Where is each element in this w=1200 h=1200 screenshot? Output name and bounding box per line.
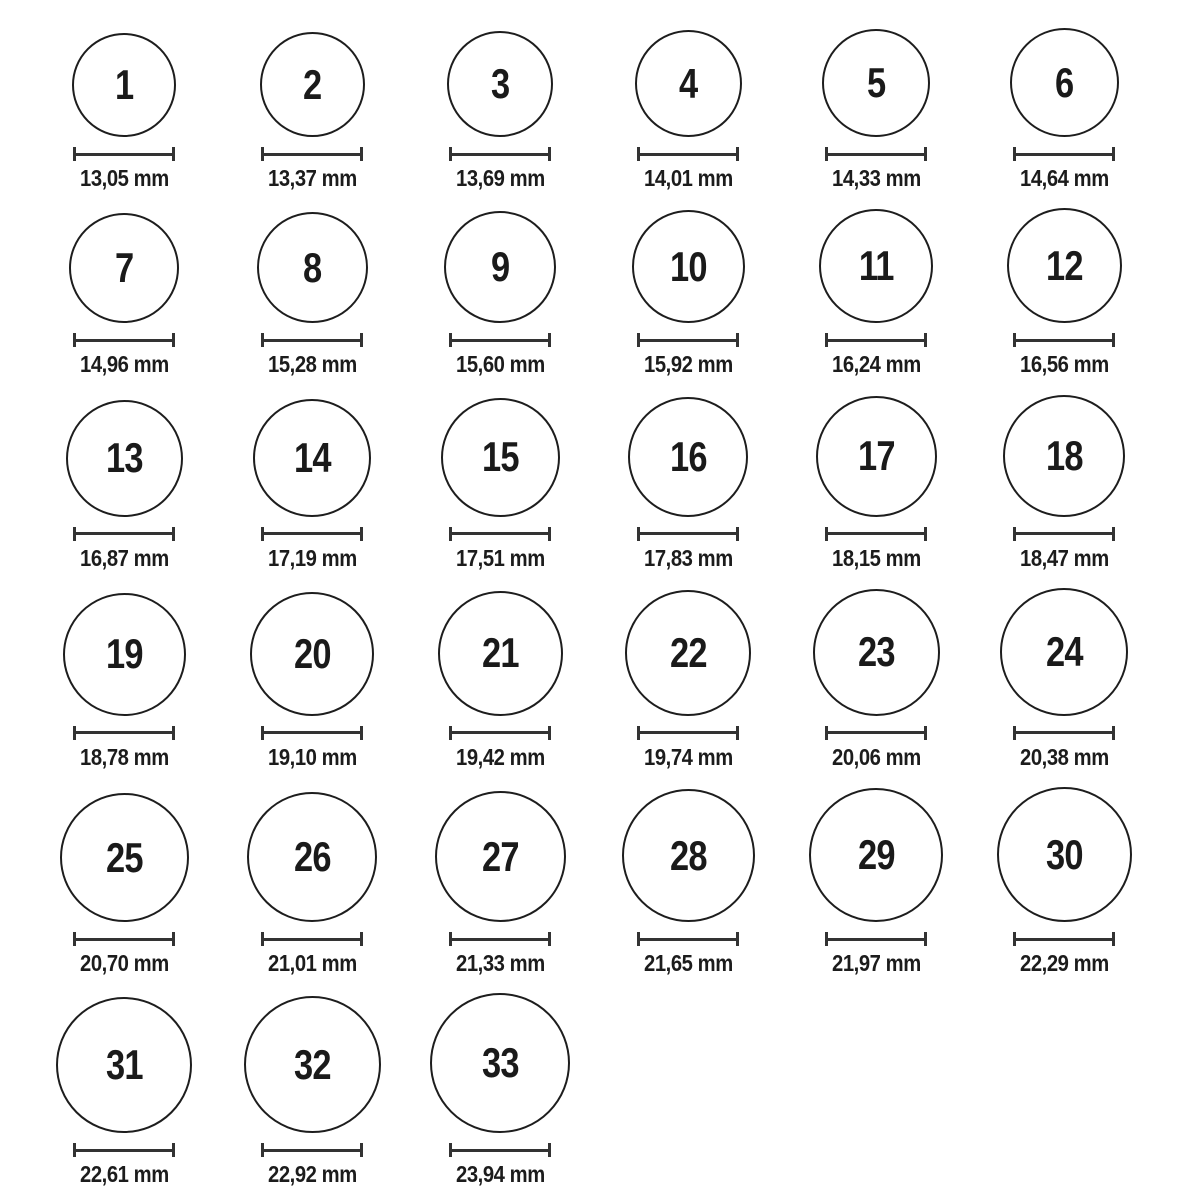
ring-size-cell	[1000, 588, 1128, 770]
diameter-measure-bar	[825, 333, 927, 347]
diameter-measure-bar	[449, 333, 551, 347]
diameter-label: 14,96 mm	[79, 351, 169, 378]
measure-tick-right	[924, 932, 927, 946]
diameter-label: 21,01 mm	[267, 950, 357, 977]
ring-circle	[69, 213, 179, 323]
ring-circle	[247, 792, 377, 922]
ring-size-number: 9	[490, 243, 510, 291]
ring-circle	[813, 589, 940, 716]
measure-line	[264, 153, 360, 156]
measure-tick-right	[360, 1143, 363, 1157]
ring-circle	[260, 32, 365, 137]
measure-line	[452, 153, 548, 156]
ring-circle	[63, 593, 186, 716]
diameter-measure-bar	[449, 726, 551, 740]
diameter-label: 19,10 mm	[267, 743, 357, 770]
ring-circle	[60, 793, 189, 922]
measure-tick-right	[548, 147, 551, 161]
diameter-measure-bar	[637, 932, 739, 946]
diameter-measure-bar	[73, 333, 175, 347]
diameter-measure-bar	[637, 726, 739, 740]
ring-size-cell	[441, 398, 560, 571]
ring-size-cell	[997, 787, 1132, 976]
ring-size-number: 15	[481, 433, 519, 481]
measure-line	[76, 938, 172, 941]
diameter-label: 15,92 mm	[643, 351, 733, 378]
diameter-measure-bar	[825, 932, 927, 946]
ring-size-cell	[63, 593, 186, 770]
measure-line	[640, 153, 736, 156]
diameter-label: 13,69 mm	[455, 165, 545, 191]
diameter-label: 15,60 mm	[455, 351, 545, 378]
diameter-measure-bar	[1013, 932, 1115, 946]
measure-tick-right	[172, 1143, 175, 1157]
measure-line	[1016, 153, 1112, 156]
ring-circle	[809, 788, 943, 922]
diameter-label: 22,29 mm	[1019, 950, 1109, 977]
diameter-label: 20,70 mm	[79, 950, 169, 977]
ring-size-number: 31	[105, 1041, 143, 1089]
ring-circle	[625, 590, 751, 716]
ring-circle	[635, 30, 742, 137]
diameter-measure-bar	[73, 726, 175, 740]
ring-size-number: 29	[857, 831, 895, 879]
ring-circle	[72, 33, 176, 137]
ring-size-number: 32	[293, 1040, 331, 1088]
diameter-label: 21,33 mm	[455, 950, 545, 977]
ring-size-number: 2	[302, 60, 322, 108]
measure-tick-right	[736, 726, 739, 740]
measure-line	[828, 532, 924, 535]
ring-size-cell	[1010, 28, 1119, 191]
measure-line	[264, 731, 360, 734]
ring-size-cell	[809, 788, 943, 976]
ring-size-number: 7	[114, 244, 134, 292]
ring-size-cell	[625, 590, 751, 770]
measure-line	[452, 339, 548, 342]
ring-size-number: 12	[1045, 241, 1083, 289]
diameter-label: 21,97 mm	[831, 950, 921, 977]
ring-size-number: 3	[490, 60, 510, 107]
diameter-label: 23,94 mm	[455, 1161, 545, 1188]
diameter-label: 13,05 mm	[79, 165, 169, 191]
measure-line	[1016, 532, 1112, 535]
measure-tick-right	[360, 932, 363, 946]
measure-line	[640, 938, 736, 941]
diameter-measure-bar	[1013, 333, 1115, 347]
diameter-measure-bar	[73, 147, 175, 161]
ring-circle	[257, 212, 368, 323]
diameter-measure-bar	[637, 527, 739, 541]
measure-line	[1016, 339, 1112, 342]
measure-tick-right	[924, 726, 927, 740]
diameter-label: 19,42 mm	[455, 743, 545, 770]
diameter-measure-bar	[261, 1143, 363, 1157]
ring-size-number: 23	[857, 628, 895, 676]
measure-tick-right	[1112, 527, 1115, 541]
ring-circle	[435, 791, 566, 922]
measure-line	[828, 938, 924, 941]
measure-line	[640, 339, 736, 342]
measure-tick-right	[172, 932, 175, 946]
diameter-measure-bar	[449, 527, 551, 541]
ring-circle	[253, 399, 371, 517]
ring-size-cell	[72, 33, 176, 191]
measure-line	[452, 938, 548, 941]
measure-line	[264, 1149, 360, 1152]
diameter-measure-bar	[261, 932, 363, 946]
ring-size-number: 25	[105, 833, 143, 881]
ring-circle	[816, 396, 937, 517]
ring-circle	[250, 592, 374, 716]
measure-tick-right	[360, 527, 363, 541]
ring-circle	[622, 789, 755, 922]
measure-tick-right	[736, 932, 739, 946]
measure-tick-right	[1112, 932, 1115, 946]
measure-line	[76, 731, 172, 734]
measure-line	[76, 1149, 172, 1152]
measure-tick-right	[172, 333, 175, 347]
ring-circle	[1007, 208, 1122, 323]
ring-size-number: 21	[481, 629, 519, 677]
diameter-measure-bar	[449, 147, 551, 161]
diameter-label: 18,47 mm	[1019, 544, 1109, 571]
diameter-measure-bar	[449, 932, 551, 946]
diameter-measure-bar	[1013, 147, 1115, 161]
measure-tick-right	[736, 333, 739, 347]
diameter-label: 20,38 mm	[1019, 743, 1109, 770]
ring-size-number: 10	[669, 242, 707, 290]
ring-size-number: 28	[669, 831, 707, 879]
ring-circle	[438, 591, 563, 716]
measure-tick-right	[1112, 333, 1115, 347]
diameter-measure-bar	[73, 527, 175, 541]
measure-line	[264, 532, 360, 535]
ring-size-cell	[628, 397, 748, 571]
measure-tick-right	[360, 147, 363, 161]
ring-size-cell	[60, 793, 189, 976]
ring-circle	[1003, 395, 1125, 517]
ring-size-cell	[56, 997, 192, 1187]
diameter-label: 16,56 mm	[1019, 351, 1109, 378]
measure-tick-right	[548, 726, 551, 740]
ring-size-cell	[247, 792, 377, 976]
diameter-label: 18,78 mm	[79, 743, 169, 770]
diameter-label: 14,64 mm	[1019, 165, 1109, 191]
measure-line	[828, 153, 924, 156]
ring-circle	[628, 397, 748, 517]
ring-circle	[444, 211, 556, 323]
diameter-label: 21,65 mm	[643, 950, 733, 977]
diameter-label: 14,33 mm	[831, 165, 921, 191]
diameter-measure-bar	[261, 527, 363, 541]
diameter-label: 17,19 mm	[267, 544, 357, 571]
diameter-measure-bar	[637, 147, 739, 161]
measure-line	[76, 339, 172, 342]
measure-tick-right	[924, 147, 927, 161]
measure-tick-right	[360, 333, 363, 347]
ring-circle	[997, 787, 1132, 922]
diameter-label: 14,01 mm	[643, 165, 733, 191]
diameter-measure-bar	[261, 726, 363, 740]
ring-size-number: 6	[1054, 58, 1074, 106]
diameter-measure-bar	[825, 726, 927, 740]
ring-size-number: 5	[866, 59, 886, 106]
ring-circle	[441, 398, 560, 517]
ring-size-cell	[260, 32, 365, 191]
ring-circle	[56, 997, 192, 1133]
ring-circle	[1000, 588, 1128, 716]
ring-size-number: 8	[302, 243, 322, 291]
diameter-label: 16,87 mm	[79, 544, 169, 571]
measure-line	[264, 339, 360, 342]
ring-circle	[430, 993, 570, 1133]
measure-line	[264, 938, 360, 941]
diameter-measure-bar	[825, 147, 927, 161]
diameter-measure-bar	[637, 333, 739, 347]
measure-tick-right	[1112, 147, 1115, 161]
measure-tick-right	[360, 726, 363, 740]
ring-size-cell	[444, 211, 556, 377]
diameter-label: 22,92 mm	[267, 1161, 357, 1188]
diameter-measure-bar	[73, 1143, 175, 1157]
ring-size-cell	[447, 31, 553, 191]
ring-size-number: 14	[293, 433, 331, 481]
measure-line	[1016, 731, 1112, 734]
measure-line	[76, 153, 172, 156]
ring-size-cell	[1003, 395, 1125, 571]
ring-size-number: 22	[669, 628, 707, 676]
ring-size-cell	[813, 589, 940, 770]
measure-line	[76, 532, 172, 535]
ring-size-cell	[257, 212, 368, 377]
ring-size-number: 16	[669, 432, 707, 480]
diameter-label: 15,28 mm	[267, 351, 357, 378]
ring-size-cell	[244, 996, 381, 1187]
measure-line	[1016, 938, 1112, 941]
measure-tick-right	[736, 147, 739, 161]
diameter-label: 22,61 mm	[79, 1161, 169, 1188]
measure-tick-right	[172, 527, 175, 541]
measure-line	[640, 731, 736, 734]
diameter-measure-bar	[261, 333, 363, 347]
diameter-measure-bar	[449, 1143, 551, 1157]
ring-size-cell	[66, 400, 183, 571]
ring-size-cell	[430, 993, 570, 1187]
measure-line	[452, 1149, 548, 1152]
measure-line	[640, 532, 736, 535]
ring-circle	[447, 31, 553, 137]
ring-circle	[632, 210, 745, 323]
ring-size-cell	[819, 209, 933, 377]
ring-size-cell	[816, 396, 937, 571]
ring-size-cell	[822, 29, 930, 191]
diameter-label: 13,37 mm	[267, 165, 357, 191]
ring-size-cell	[253, 399, 371, 571]
ring-size-cell	[438, 591, 563, 770]
measure-tick-right	[548, 932, 551, 946]
diameter-label: 18,15 mm	[831, 544, 921, 571]
measure-line	[828, 731, 924, 734]
ring-size-number: 13	[105, 434, 143, 482]
ring-size-number: 17	[857, 432, 895, 480]
ring-size-cell	[435, 791, 566, 976]
ring-size-cell	[632, 210, 745, 377]
measure-tick-right	[548, 1143, 551, 1157]
ring-size-number: 26	[293, 833, 331, 881]
measure-line	[828, 339, 924, 342]
diameter-label: 17,51 mm	[455, 544, 545, 571]
measure-tick-right	[736, 527, 739, 541]
ring-size-cell	[635, 30, 742, 191]
diameter-measure-bar	[1013, 527, 1115, 541]
ring-circle	[822, 29, 930, 137]
diameter-measure-bar	[73, 932, 175, 946]
measure-line	[452, 731, 548, 734]
ring-circle	[819, 209, 933, 323]
ring-size-number: 4	[678, 59, 698, 107]
measure-line	[452, 532, 548, 535]
measure-tick-right	[172, 726, 175, 740]
ring-size-number: 27	[481, 832, 519, 880]
ring-size-number: 11	[858, 242, 894, 290]
measure-tick-right	[1112, 726, 1115, 740]
ring-size-number: 30	[1045, 830, 1083, 878]
ring-size-cell	[69, 213, 179, 377]
ring-size-number: 20	[293, 629, 331, 677]
diameter-label: 20,06 mm	[831, 743, 921, 770]
diameter-label: 17,83 mm	[643, 544, 733, 571]
diameter-measure-bar	[261, 147, 363, 161]
ring-size-number: 18	[1045, 431, 1083, 479]
ring-size-number: 19	[105, 630, 143, 678]
ring-circle	[244, 996, 381, 1133]
diameter-measure-bar	[825, 527, 927, 541]
diameter-label: 16,24 mm	[831, 351, 921, 378]
ring-circle	[1010, 28, 1119, 137]
diameter-measure-bar	[1013, 726, 1115, 740]
measure-tick-right	[924, 333, 927, 347]
measure-tick-right	[548, 527, 551, 541]
measure-tick-right	[924, 527, 927, 541]
measure-tick-right	[548, 333, 551, 347]
ring-circle	[66, 400, 183, 517]
ring-size-number: 1	[114, 61, 134, 108]
ring-size-cell	[622, 789, 755, 976]
ring-size-cell	[250, 592, 374, 770]
diameter-label: 19,74 mm	[643, 743, 733, 770]
measure-tick-right	[172, 147, 175, 161]
ring-size-number: 24	[1045, 627, 1083, 675]
ring-size-number: 33	[481, 1039, 519, 1087]
ring-size-cell	[1007, 208, 1122, 377]
